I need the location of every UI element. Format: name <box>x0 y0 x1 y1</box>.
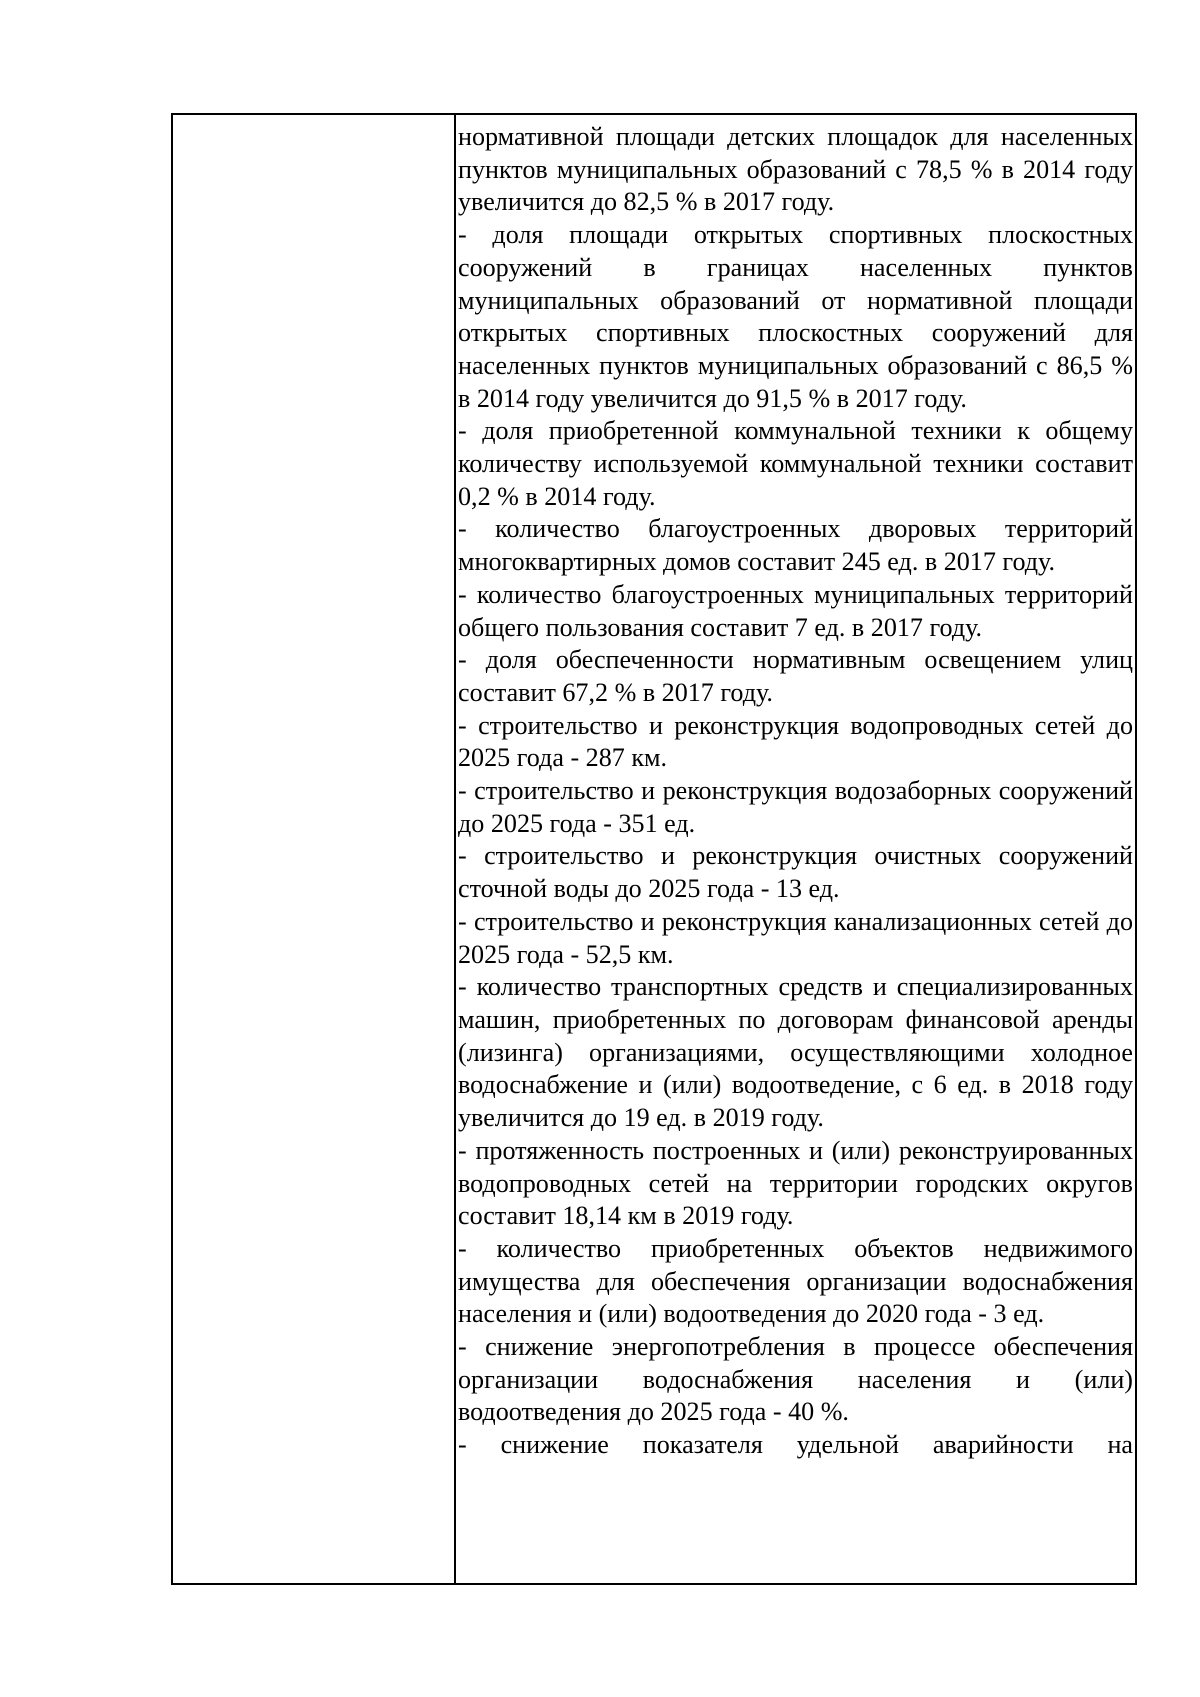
indicator-paragraph: - строительство и реконструкция очистных сооружений сточной воды до 2025 года - 13 ед. <box>458 841 1133 904</box>
indicator-paragraph: - строительство и реконструкция канализационных сетей до 2025 года - 52,5 км. <box>458 906 1133 969</box>
indicator-paragraph: - протяженность построенных и (или) реконструированных водопроводных сетей на территории городских округов составит 18,14 км в 2019 году. <box>458 1135 1133 1231</box>
indicator-paragraph: - количество приобретенных объектов недвижимого имущества для обеспечения организации водоснабжения населения и (или) водоотведения до 2020 года - 3 ед. <box>458 1233 1133 1329</box>
indicator-paragraph: - количество благоустроенных муниципальных территорий общего пользования составит 7 ед. в 2017 году. <box>458 579 1133 642</box>
indicator-paragraph: - строительство и реконструкция водозаборных сооружений до 2025 года - 351 ед. <box>458 776 1133 838</box>
indicator-paragraph: - снижение энергопотребления в процессе обеспечения организации водоснабжения населения и (или) водоотведения до 2025 года - 40 %. <box>458 1332 1133 1427</box>
table-right-cell <box>456 115 1135 1583</box>
table-left-cell <box>173 115 456 1583</box>
indicator-paragraph: - количество транспортных средств и специализированных машин, приобретенных по договорам финансовой аренды (лизинга) организациями, осуществляющими холодное водоснабжение и (или) водоотведение, с 6 ед. в 2018 году увеличится до 19 ед. в 2019 году. <box>458 972 1133 1133</box>
indicator-paragraph: - количество благоустроенных дворовых территорий многоквартирных домов составит 245 ед. в 2017 году. <box>458 514 1133 577</box>
indicator-paragraph: - доля приобретенной коммунальной техники к общему количеству используемой коммунальной техники составит 0,2 % в 2014 году. <box>458 416 1133 511</box>
indicator-paragraph: нормативной площади детских площадок для населенных пунктов муниципальных образований с 78,5 % в 2014 году увеличится до 82,5 % в 2017 году. <box>458 122 1133 217</box>
indicator-paragraph: - строительство и реконструкция водопроводных сетей до 2025 года - 287 км. <box>458 710 1133 773</box>
indicator-paragraph: - снижение показателя удельной аварийности на <box>458 1430 1133 1460</box>
indicator-paragraph: - доля обеспеченности нормативным освещением улиц составит 67,2 % в 2017 году. <box>458 645 1133 707</box>
document-table <box>171 113 1137 1585</box>
indicator-paragraph: - доля площади открытых спортивных плоскостных сооружений в границах населенных пунктов муниципальных образований от нормативной площади открытых спортивных плоскостных сооружений для населенных пунктов муниципальных образований с 86,5 % в 2014 году увеличится до 91,5 % в 2017 году. <box>458 220 1133 413</box>
